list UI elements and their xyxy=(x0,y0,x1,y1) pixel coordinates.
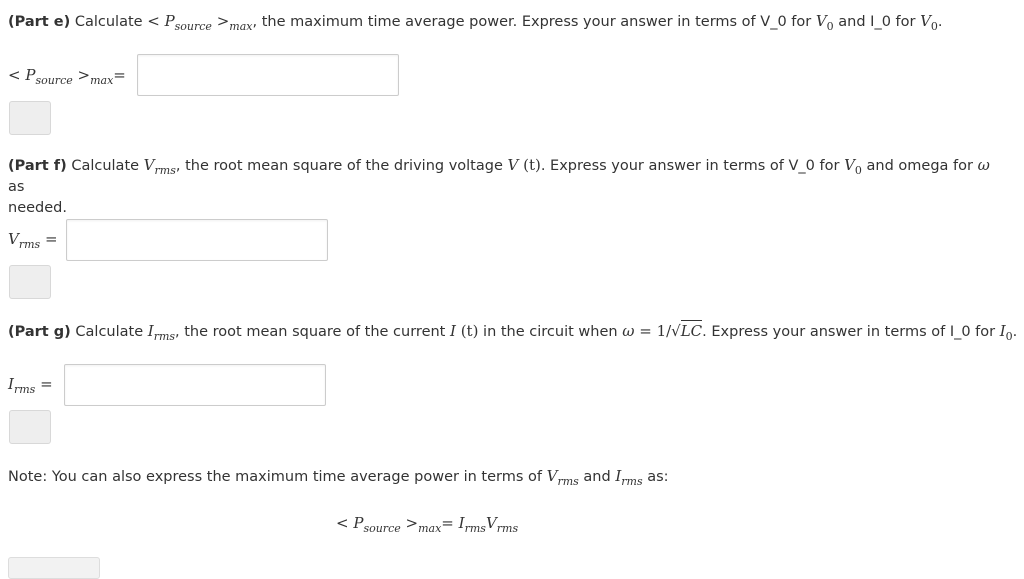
note-text: Note: You can also express the maximum time average power in terms of $V_{rms}$ and $I_{rms}$ as: xyxy=(8,467,669,488)
part-e-text-2: , the maximum time average power. Express your answer in terms of V_0 for xyxy=(252,14,812,30)
note-equation: < $P_{source} >_{max}= I_{rms}V_{rms}$ xyxy=(336,514,519,535)
note-math-vrms: $V_{rms}$ xyxy=(546,467,579,488)
part-e-label: (Part e) xyxy=(8,14,71,30)
part-g-answer-input[interactable] xyxy=(64,364,326,406)
part-e-answer-label: < $P_{source} >_{max}=$ xyxy=(8,66,126,87)
part-g-answer-label: $I_{rms}$ = xyxy=(8,375,53,396)
part-e-question: (Part e) Calculate < $P_{source} >_{max}$, the maximum time average power. Express your answer in terms of V_0 for $V_0$ and I_0 for $V_0$. xyxy=(8,12,943,33)
part-e-math-power: < $P_{source} >_{max}$ xyxy=(147,12,253,33)
part-e-submit-button[interactable] xyxy=(9,101,51,135)
part-e-math-v0: $V_0$ xyxy=(815,12,834,33)
part-e-text: Calculate xyxy=(74,14,143,30)
part-g-label: (Part g) xyxy=(8,324,71,340)
part-e-text-3: and I_0 for xyxy=(838,14,916,30)
part-g-submit-button[interactable] xyxy=(9,410,51,444)
part-f-math-omega: ω xyxy=(977,156,990,174)
note-math-irms: $I_{rms}$ xyxy=(615,467,643,488)
part-e-math-v0b: $V_0$ xyxy=(920,12,938,33)
part-g-math-irms: $I_{rms}$ xyxy=(147,322,176,343)
part-g-math-it: I (t) xyxy=(449,322,479,340)
part-f-answer-input[interactable] xyxy=(66,219,328,261)
part-e-answer-input[interactable] xyxy=(137,54,399,96)
part-g-math-resonance: ω = 1/√LC xyxy=(622,322,703,340)
part-f-math-vt: V (t) xyxy=(507,156,541,174)
next-button[interactable] xyxy=(8,557,100,579)
part-f-math-vrms: $V_{rms}$ xyxy=(143,156,176,177)
part-f-label: (Part f) xyxy=(8,158,67,174)
part-f-question: (Part f) Calculate $V_{rms}$, the root mean square of the driving voltage V (t). Express your answer in terms of V_0 for $V_0$ and omega for ω as needed. xyxy=(8,156,990,216)
part-g-question: (Part g) Calculate $I_{rms}$, the root mean square of the current I (t) in the circuit when ω = 1/√LC. Express your answer in terms of I_0 for $I_0$. xyxy=(8,322,1018,343)
part-f-answer-label: $V_{rms}$ = xyxy=(8,230,58,251)
part-f-submit-button[interactable] xyxy=(9,265,51,299)
part-f-math-v0: $V_0$ xyxy=(844,156,862,177)
part-g-math-i0: $I_0$ xyxy=(999,322,1013,343)
